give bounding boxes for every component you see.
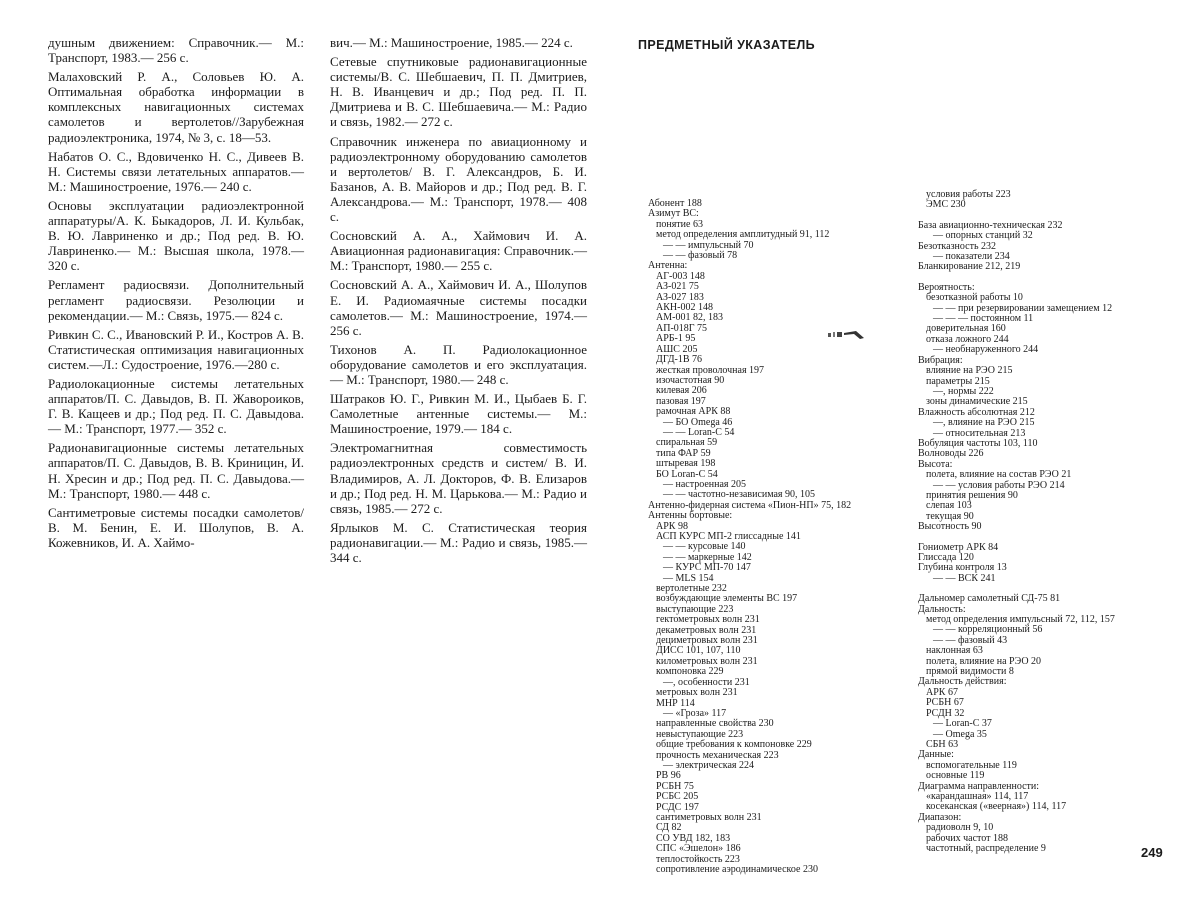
index-entry: РСБН 67	[926, 697, 964, 709]
index-entry: типа ФАР 59	[656, 447, 711, 459]
index-entry: АМ-001 82, 183	[656, 312, 723, 324]
index-entry: килевая 206	[656, 385, 707, 397]
bibliography-entry: Шатраков Ю. Г., Ривкин М. И., Цыбаев Б. Г. Самолетные антенные системы.— М.: Машиностроение, 1979.— 184 с.	[330, 391, 587, 437]
index-entry: АЗ-027 183	[656, 291, 704, 303]
index-entry: АЗ-021 75	[656, 281, 699, 293]
index-entry: Азимут ВС:	[648, 208, 699, 220]
index-entry: метод определения импульсный 72, 112, 157	[926, 614, 1115, 626]
bibliography-entry: Радиолокационные системы летательных аппаратов/П. С. Давыдов, В. П. Жавороиков, Г. В. Кащеев и др.; Под ред. П. С. Давыдова.— М.: Транспорт, 1977.— 352 с.	[48, 375, 304, 437]
index-entry: общие требования к компоновке 229	[656, 739, 812, 751]
index-entry: — — фазовый 43	[933, 634, 1008, 646]
index-entry: рабочих частот 188	[926, 832, 1009, 844]
index-entry: — MLS 154	[663, 572, 714, 584]
index-entry: Безотказность 232	[918, 240, 996, 252]
index-entry: — — курсовые 140	[663, 541, 746, 553]
index-entry: безотказной работы 10	[926, 292, 1023, 304]
index-entry: Абонент 188	[648, 198, 702, 209]
index-entry: текущая 90	[926, 510, 974, 522]
index-entry: дециметровых волн 231	[656, 635, 758, 647]
index-entry: БО Loran-C 54	[656, 468, 718, 480]
index-entry: ЭМС 230	[926, 199, 966, 211]
index-entry: — Loran-C 37	[933, 718, 992, 730]
index-entry: жесткая проволочная 197	[656, 364, 765, 376]
index-entry: ДИСС 101, 107, 110	[656, 645, 741, 657]
bibliography-entry: Ривкин С. С., Ивановский Р. И., Костров А. В. Статистическая оптимизация навигационных систем.—Л.: Судостроение, 1976.—280 с.	[48, 326, 304, 372]
index-entry: РСБС 205	[656, 791, 699, 803]
index-entry: радиоволн 9, 10	[926, 822, 994, 834]
index-entry: — Omega 35	[933, 728, 987, 740]
bibliography-entry: Основы эксплуатации радиоэлектронной аппаратуры/А. К. Быкадоров, Л. И. Кульбак, В. Ю. Лавриненко и др.; Под ред. В. Ю. Лавриненко.— М.: Высшая школа, 1978.— 320 с.	[48, 197, 304, 274]
index-entry: — — при резервировании замещением 12	[933, 302, 1113, 314]
index-entry: Диаграмма направленности:	[918, 780, 1040, 792]
index-entry: наклонная 63	[926, 645, 983, 657]
index-entry: возбуждающие элементы ВС 197	[656, 593, 798, 605]
index-entry: Влажность абсолютная 212	[918, 406, 1035, 418]
index-entry: понятие 63	[656, 218, 703, 230]
index-entry: — электрическая 224	[663, 759, 755, 771]
index-entry: Высотность 90	[918, 521, 982, 533]
index-entry: принятия решения 90	[926, 489, 1018, 501]
index-entry: невыступающие 223	[656, 728, 744, 740]
bibliography-entry: Сосновский А. А., Хаймович И. А., Шолупов Е. И. Радиомаячные системы посадки самолетов.— М.: Машиностроение, 1974.— 256 с.	[330, 277, 587, 338]
index-entry: АГ-003 148	[656, 270, 705, 282]
bibliography-entry: душным движением: Справочник.— М.: Транспорт, 1983.— 256 с.	[48, 35, 304, 66]
index-entry: доверительная 160	[926, 323, 1006, 335]
index-entry: рамочная АРК 88	[656, 406, 731, 418]
index-entry: — — ВСК 241	[933, 572, 996, 584]
index-entry: компоновка 229	[656, 666, 724, 678]
index-entry: — показатели 234	[933, 251, 1010, 263]
page-number: 249	[1141, 845, 1163, 860]
index-entry: теплостойкость 223	[656, 853, 740, 865]
index-entry: МНР 114	[656, 697, 695, 709]
bibliography-column-right	[330, 35, 587, 569]
index-entry: Вобуляция частоты 103, 110	[918, 437, 1038, 449]
index-entry: Глубина контроля 13	[918, 562, 1007, 574]
print-smudge	[826, 328, 866, 342]
bibliography-entry: Радионавигационные системы летательных аппаратов/П. С. Давыдов, В. В. Криницин, И. Н. Хресин и др.; Под ред. П. С. Давыдова.— М.: Транспорт, 1980.— 448 с.	[48, 440, 304, 501]
index-entry: Дальность действия:	[918, 676, 1007, 688]
bibliography-entry: Электромагнитная совместимость радиоэлектронных средств и систем/ В. И. Владимиров, А. Л. Докторов, Ф. В. Елизаров и др.; Под ред. Н. М. Царькова.— М.: Радио и связь, 1985.— 272 с.	[330, 440, 587, 516]
index-entry: АРК 67	[926, 686, 958, 698]
index-entry: полета, влияние на состав РЭО 21	[926, 469, 1072, 481]
index-entry: полета, влияние на РЭО 20	[926, 655, 1042, 667]
index-entry: АП-018Г 75	[656, 322, 708, 334]
index-title: ПРЕДМЕТНЫЙ УКАЗАТЕЛЬ	[638, 38, 816, 52]
index-entry: Антенна:	[648, 260, 688, 272]
index-column-right	[918, 190, 1184, 854]
index-entry: косеканская («веерная») 114, 117	[926, 801, 1067, 813]
index-entry: СПС «Эшелон» 186	[656, 843, 741, 855]
index-entry: Данные:	[918, 749, 954, 761]
index-entry: основные 119	[926, 770, 985, 782]
index-entry: СБН 63	[926, 738, 959, 750]
index-column-left	[648, 199, 910, 875]
index-entry: АКН-002 148	[656, 302, 713, 314]
bibliography-entry: Тихонов А. П. Радиолокационное оборудование самолетов и его эксплуатация.— М.: Транспорт, 1980.— 248 с.	[330, 341, 587, 387]
bibliography-entry: Набатов О. С., Вдовиченко Н. С., Дивеев В. Н. Системы связи летательных аппаратов.— М.: Машиностроение, 1976.— 240 с.	[48, 148, 304, 194]
bibliography-entry: Сетевые спутниковые радионавигационные системы/В. С. Шебшаевич, П. П. Дмитриев, Н. В. Иванцевич и др.; Под ред. П. П. Дмитриева и В. С. Шебшаевича.— М.: Радио и связь, 1982.— 272 с.	[330, 54, 587, 130]
index-entry: километровых волн 231	[656, 655, 758, 667]
index-entry: Вибрация:	[918, 354, 963, 366]
index-entry: Диапазон:	[918, 811, 962, 823]
index-entry: Глиссада 120	[918, 552, 974, 563]
index-entry: вертолетные 232	[656, 583, 727, 595]
index-entry: Антенно-фидерная система «Пион-НП» 75, 182	[648, 499, 852, 511]
index-entry: частотный, распределение 9	[926, 842, 1046, 854]
index-entry: РСБН 75	[656, 780, 694, 792]
index-entry: метровых волн 231	[656, 687, 738, 699]
index-entry: спиральная 59	[656, 437, 718, 449]
index-entry: зоны динамические 215	[926, 396, 1028, 408]
index-entry: РСДС 197	[656, 801, 699, 813]
index-entry: —, особенности 231	[663, 676, 750, 688]
bibliography-entry: вич.— М.: Машиностроение, 1985.— 224 с.	[330, 35, 573, 50]
index-entry: РСДН 32	[926, 707, 965, 719]
index-entry: — — корреляционный 56	[933, 624, 1043, 636]
index-entry: Гониометр АРК 84	[918, 541, 999, 553]
index-entry: параметры 215	[926, 375, 990, 387]
index-entry: Дальность:	[918, 603, 966, 615]
bibliography-column-left	[48, 35, 304, 554]
index-entry: — КУРС МП-70 147	[663, 562, 751, 574]
index-entry: гектометровых волн 231	[656, 614, 760, 626]
index-entry: — необнаруженного 244	[933, 344, 1039, 356]
index-entry: АРК 98	[656, 520, 688, 532]
bibliography-entry: Ярлыков М. С. Статистическая теория радионавигации.— М.: Радио и связь, 1985.— 344 с.	[330, 519, 587, 565]
index-entry: СД 82	[656, 822, 682, 834]
index-entry: — — условия работы РЭО 214	[933, 479, 1065, 491]
index-entry: пазовая 197	[656, 395, 706, 407]
index-entry: ДГД-1В 76	[656, 354, 703, 366]
index-entry: — — Loran-C 54	[663, 426, 735, 438]
bibliography-entry: Малаховский Р. А., Соловьев Ю. А. Оптимальная обработка информации в комплексных навигационных системах самолетов и вертолетов//Зарубежная радиоэлектроника, 1974, № 3, с. 18—53.	[48, 69, 304, 145]
index-entry: «карандашная» 114, 117	[926, 790, 1029, 802]
index-entry: штыревая 198	[656, 458, 716, 470]
index-entry: — настроенная 205	[663, 478, 747, 490]
index-entry: — — маркерные 142	[663, 551, 752, 563]
bibliography-entry: Сантиметровые системы посадки самолетов/В. М. Бенин, Е. И. Шолупов, В. А. Кожевников, И. А. Хаймо-	[48, 504, 304, 550]
index-entry: — — частотно-независимая 90, 105	[663, 489, 816, 501]
index-entry: Бланкирование 212, 219	[918, 261, 1021, 273]
index-entry: АШС 205	[656, 343, 698, 355]
index-entry: метод определения амплитудный 91, 112	[656, 229, 830, 241]
index-entry: влияние на РЭО 215	[926, 365, 1013, 377]
index-entry: Вероятность:	[918, 281, 975, 293]
index-entry: —, влияние на РЭО 215	[933, 417, 1035, 429]
index-entry: направленные свойства 230	[656, 718, 774, 730]
index-entry: отказа ложного 244	[926, 333, 1009, 345]
index-entry: декаметровых волн 231	[656, 624, 757, 636]
index-entry: условия работы 223	[926, 189, 1011, 200]
index-entry: слепая 103	[926, 500, 972, 512]
index-entry: —, нормы 222	[933, 385, 994, 397]
index-entry: изочастотная 90	[656, 374, 725, 386]
index-entry: — «Гроза» 117	[663, 707, 727, 719]
index-entry: Волноводы 226	[918, 448, 984, 460]
index-entry: — относительная 213	[933, 427, 1026, 439]
index-entry: прочность механическая 223	[656, 749, 779, 761]
index-entry: Высота:	[918, 458, 953, 470]
index-entry: сантиметровых волн 231	[656, 811, 762, 823]
index-entry: — — импульсный 70	[663, 239, 754, 251]
index-entry: РВ 96	[656, 770, 681, 782]
index-entry: Антенны бортовые:	[648, 510, 733, 522]
bibliography-entry: Сосновский А. А., Хаймович И. А. Авиационная радионавигация: Справочник.— М.: Транспорт, 1980.— 255 с.	[330, 228, 587, 274]
index-entry: — — — постоянном 11	[933, 313, 1034, 325]
index-entry: АСП КУРС МП-2 глиссадные 141	[656, 531, 801, 542]
index-entry: — БО Omega 46	[663, 416, 733, 428]
bibliography-entry: Регламент радиосвязи. Дополнительный регламент радиосвязи. Резолюции и рекомендации.— М.: Связь, 1975.— 824 с.	[48, 277, 304, 323]
index-entry: вспомогательные 119	[926, 759, 1017, 771]
index-entry: База авиационно-техническая 232	[918, 219, 1063, 231]
index-entry: СО УВД 182, 183	[656, 832, 731, 844]
bibliography-entry: Справочник инженера по авиационному и радиоэлектронному оборудованию самолетов и вертолетов/ В. Г. Александров, Б. И. Базанов, А. В. Майоров и др.; Под ред. В. Г. Александрова.— М.: Транспорт, 1978.— 408 с.	[330, 133, 587, 225]
index-entry: Дальномер самолетный СД-75 81	[918, 593, 1061, 605]
index-entry: сопротивление аэродинамическое 230	[656, 864, 818, 875]
index-entry: — опорных станций 32	[933, 230, 1033, 242]
index-entry: АРБ-1 95	[656, 333, 696, 345]
index-entry: — — фазовый 78	[663, 250, 738, 262]
index-entry: прямой видимости 8	[926, 666, 1014, 678]
index-entry: выступающие 223	[656, 603, 734, 615]
